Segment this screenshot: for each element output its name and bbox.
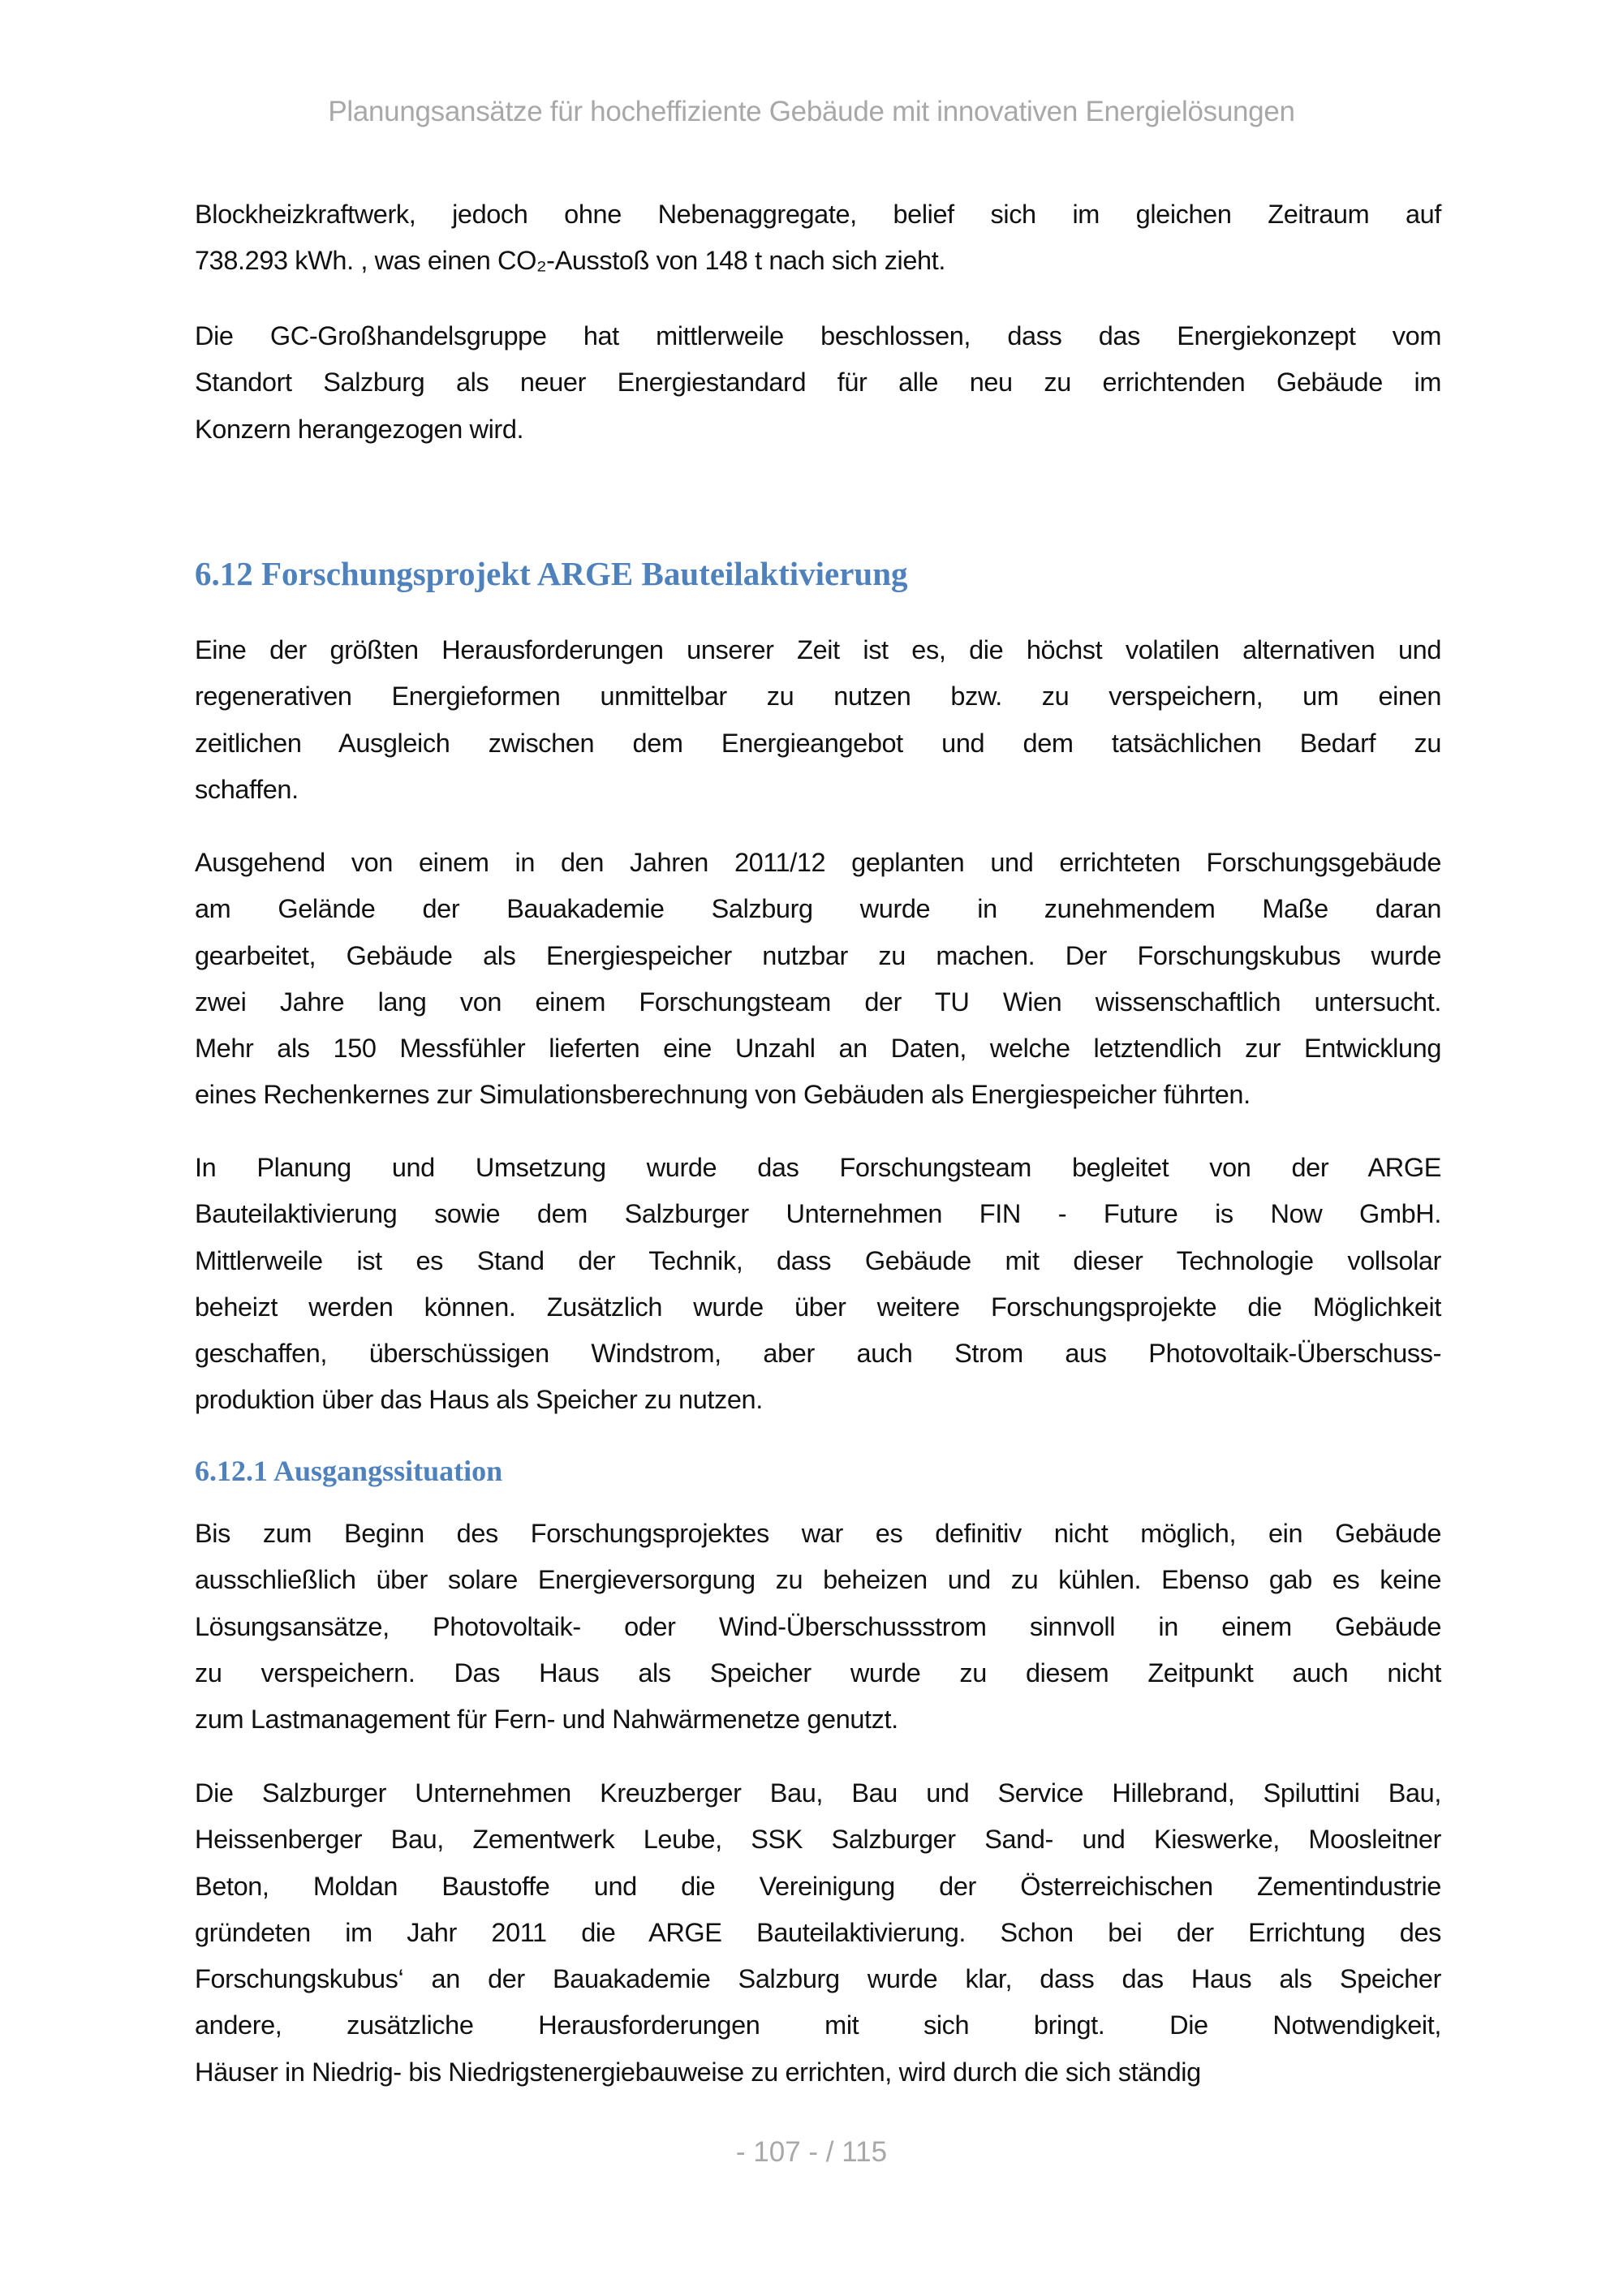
paragraph <box>195 191 1441 285</box>
text-line: geschaffen, überschüssigen Windstrom, aber auch Strom aus Photovoltaik-Überschuss- <box>195 1339 1441 1369</box>
text-line: zu verspeichern. Das Haus als Speicher wurde zu diesem Zeitpunkt auch nicht <box>195 1658 1441 1688</box>
text-line: Konzern herangezogen wird. <box>195 414 524 444</box>
text-line: Heissenberger Bau, Zementwerk Leube, SSK Salzburger Sand- und Kieswerke, Moosleitner <box>195 1825 1441 1855</box>
paragraph <box>195 627 1441 813</box>
text-line: Eine der größten Herausforderungen unserer Zeit ist es, die höchst volatilen alternativen und <box>195 635 1441 664</box>
text-line: regenerativen Energieformen unmittelbar zu nutzen bzw. zu verspeichern, um einen <box>195 681 1441 712</box>
paragraph <box>195 313 1441 453</box>
subsection-heading: 6.12.1 Ausgangssituation <box>195 1455 503 1487</box>
paragraph <box>195 1770 1441 2096</box>
running-header: Planungsansätze für hocheffiziente Gebäude mit innovativen Energielösungen <box>328 96 1295 127</box>
text-line: eines Rechenkernes zur Simulationsberechnung von Gebäuden als Energiespeicher führten. <box>195 1080 1251 1110</box>
text-line: 738.293 kWh. , was einen CO₂-Ausstoß von 148 t nach sich zieht. <box>195 246 945 276</box>
section-heading: 6.12 Forschungsprojekt ARGE Bauteilaktivierung <box>195 555 908 592</box>
text-line: gearbeitet, Gebäude als Energiespeicher nutzbar zu machen. Der Forschungskubus wurde <box>195 940 1441 970</box>
text-line: Forschungskubus‘ an der Bauakademie Salzburg wurde klar, dass das Haus als Speicher <box>195 1964 1441 1994</box>
text-line: zeitlichen Ausgleich zwischen dem Energieangebot und dem tatsächlichen Bedarf zu <box>195 728 1441 758</box>
text-line: Häuser in Niedrig- bis Niedrigstenergiebauweise zu errichten, wird durch die sich ständig <box>195 2057 1201 2087</box>
text-line: Ausgehend von einem in den Jahren 2011/12 geplanten und errichteten Forschungsgebäude <box>195 848 1441 877</box>
text-line: Blockheizkraftwerk, jedoch ohne Nebenaggregate, belief sich im gleichen Zeitraum auf <box>195 200 1441 229</box>
text-line: zwei Jahre lang von einem Forschungsteam der TU Wien wissenschaftlich untersucht. <box>195 987 1441 1017</box>
paragraph <box>195 840 1441 1119</box>
text-line: Bauteilaktivierung sowie dem Salzburger Unternehmen FIN - Future is Now GmbH. <box>195 1199 1441 1229</box>
text-line: schaffen. <box>195 774 299 804</box>
text-line: beheizt werden können. Zusätzlich wurde über weitere Forschungsprojekte die Möglichkeit <box>195 1292 1441 1322</box>
text-line: gründeten im Jahr 2011 die ARGE Bauteilaktivierung. Schon bei der Errichtung des <box>195 1917 1441 1947</box>
text-line: Standort Salzburg als neuer Energiestandard für alle neu zu errichtenden Gebäude im <box>195 368 1441 398</box>
text-line: andere, zusätzliche Herausforderungen mit sich bringt. Die Notwendigkeit, <box>195 2010 1441 2040</box>
text-line: produktion über das Haus als Speicher zu nutzen. <box>195 1385 763 1415</box>
text-line: zum Lastmanagement für Fern- und Nahwärmenetze genutzt. <box>195 1705 898 1735</box>
paragraph <box>195 1145 1441 1424</box>
paragraph <box>195 1511 1441 1743</box>
text-line: Lösungsansätze, Photovoltaik- oder Wind-Überschussstrom sinnvoll in einem Gebäude <box>195 1611 1441 1641</box>
text-line: Mehr als 150 Messfühler lieferten eine Unzahl an Daten, welche letztendlich zur Entwicklung <box>195 1034 1441 1064</box>
text-line: Die GC-Großhandelsgruppe hat mittlerweile beschlossen, dass das Energiekonzept vom <box>195 321 1441 350</box>
text-line: am Gelände der Bauakademie Salzburg wurde in zunehmendem Maße daran <box>195 894 1441 924</box>
text-line: In Planung und Umsetzung wurde das Forschungsteam begleitet von der ARGE <box>195 1153 1441 1182</box>
text-line: Beton, Moldan Baustoffe und die Vereinigung der Österreichischen Zementindustrie <box>195 1871 1441 1901</box>
text-line: ausschließlich über solare Energieversorgung zu beheizen und zu kühlen. Ebenso gab es keine <box>195 1565 1441 1595</box>
text-line: Die Salzburger Unternehmen Kreuzberger Bau, Bau und Service Hillebrand, Spiluttini Bau, <box>195 1778 1441 1808</box>
page-number: - 107 - / 115 <box>735 2136 888 2168</box>
text-line: Mittlerweile ist es Stand der Technik, dass Gebäude mit dieser Technologie vollsolar <box>195 1245 1441 1275</box>
text-line: Bis zum Beginn des Forschungsprojektes war es definitiv nicht möglich, ein Gebäude <box>195 1519 1441 1548</box>
